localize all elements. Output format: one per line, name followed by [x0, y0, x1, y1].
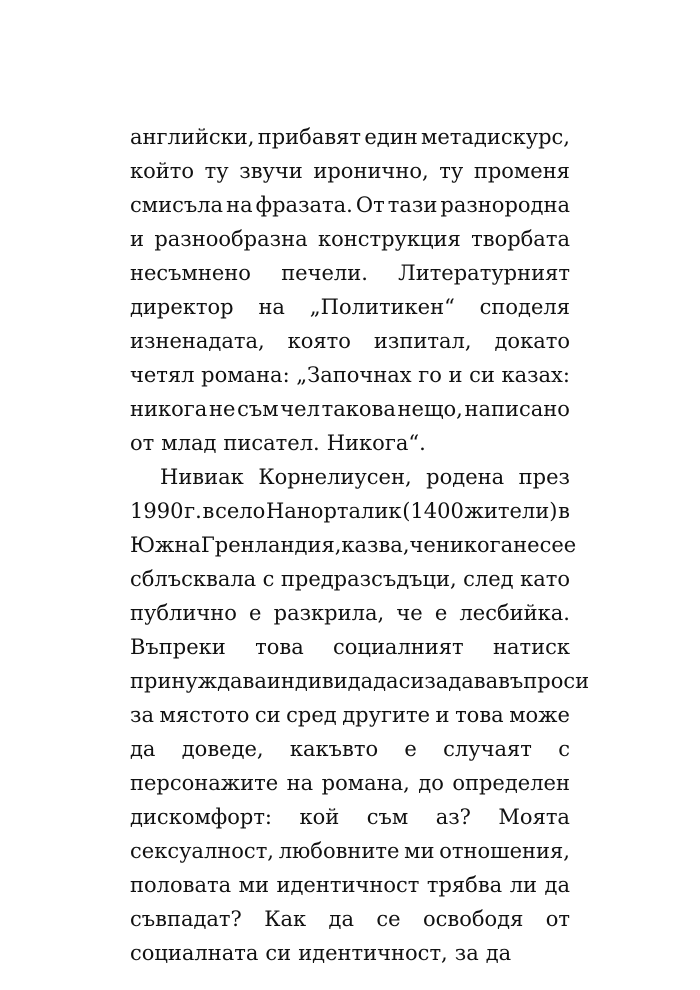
word: млад — [161, 431, 217, 455]
word: смисъла — [130, 193, 224, 217]
word: ми — [238, 873, 269, 897]
word: конструкция — [317, 227, 461, 251]
word: това — [255, 635, 304, 659]
word: и — [130, 227, 144, 251]
word: От — [355, 193, 385, 217]
word: се — [376, 907, 401, 931]
word: нещо, — [397, 397, 463, 421]
word: ту — [204, 159, 229, 183]
text-line — [130, 426, 570, 460]
word: несъмнено — [130, 261, 251, 285]
word: е — [563, 533, 577, 557]
word: през — [518, 465, 570, 489]
word: че — [396, 601, 423, 625]
word: „Политикен“ — [309, 295, 455, 319]
word: сблъсквала — [130, 567, 257, 591]
word: село — [215, 499, 266, 523]
word: споделя — [479, 295, 570, 319]
text-line — [130, 154, 570, 188]
word: печели. — [281, 261, 368, 285]
word: персонажите — [130, 771, 279, 795]
word: е — [404, 737, 417, 761]
word: променя — [473, 159, 570, 183]
word: Нанорталик — [265, 499, 402, 523]
word: разнообразна — [154, 227, 308, 251]
word: метадискурс, — [421, 125, 570, 149]
word: другите — [342, 703, 431, 727]
word: че — [409, 533, 436, 557]
text-line — [130, 324, 570, 358]
body-text — [130, 120, 590, 970]
word: до — [418, 771, 444, 795]
word: Въпреки — [130, 635, 226, 659]
word: Южна — [130, 533, 201, 557]
word: писател. — [223, 431, 320, 455]
word: разкрила, — [273, 601, 385, 625]
word: може — [509, 703, 570, 727]
text-line — [130, 630, 570, 664]
word: такова — [321, 397, 396, 421]
word: го — [418, 363, 442, 387]
word: случаят — [443, 737, 532, 761]
text-line — [130, 120, 570, 154]
word: да — [373, 669, 399, 693]
word: ми — [404, 839, 435, 863]
word: сред — [286, 703, 337, 727]
word: иронично, — [313, 159, 429, 183]
word: идентичност, — [298, 941, 448, 965]
text-line — [130, 732, 570, 766]
word: след — [463, 567, 514, 591]
word: тази — [387, 193, 438, 217]
text-line — [130, 834, 570, 868]
word: с — [558, 737, 570, 761]
text-line — [130, 936, 570, 970]
text-line — [130, 800, 570, 834]
word: от — [130, 431, 155, 455]
word: (1400 — [402, 499, 464, 523]
word: си — [254, 703, 281, 727]
word: отношения, — [439, 839, 570, 863]
word: в — [202, 499, 215, 523]
word: индивида — [266, 669, 374, 693]
word: натиск — [492, 635, 570, 659]
word: и — [448, 363, 463, 387]
word: за — [130, 703, 154, 727]
word: доведе, — [181, 737, 264, 761]
word: на — [258, 295, 285, 319]
word: изненадата, — [130, 329, 265, 353]
word: Корнелиусен, — [258, 465, 412, 489]
word: социалната — [130, 941, 259, 965]
word: сексуалност, — [130, 839, 274, 863]
word: г. — [184, 499, 202, 523]
text-line — [130, 902, 570, 936]
word: въпроси — [498, 669, 590, 693]
word: задава — [424, 669, 499, 693]
word: идентичност — [276, 873, 420, 897]
word: един — [364, 125, 418, 149]
word: разнородна — [440, 193, 570, 217]
word: директор — [130, 295, 234, 319]
text-line — [130, 392, 570, 426]
word: чел — [280, 397, 320, 421]
word: родена — [426, 465, 505, 489]
word: съм — [237, 397, 279, 421]
word: жители) — [464, 499, 558, 523]
word: трябва — [426, 873, 503, 897]
word: в — [558, 499, 570, 523]
word: „Започнах — [296, 363, 412, 387]
word: казах: — [501, 363, 570, 387]
word: съм — [366, 805, 409, 829]
word: английски, — [130, 125, 255, 149]
word: за — [454, 941, 479, 965]
text-line — [130, 664, 590, 698]
word: Гренландия, — [200, 533, 342, 557]
text-line — [130, 766, 570, 800]
word: Моята — [498, 805, 570, 829]
word: предразсъдъци, — [280, 567, 457, 591]
word: Никога“. — [326, 431, 426, 455]
word: звучи — [239, 159, 303, 183]
word: изпитал, — [373, 329, 472, 353]
text-line — [130, 868, 570, 902]
word: творбата — [471, 227, 570, 251]
word: аз? — [435, 805, 471, 829]
word: определен — [452, 771, 570, 795]
text-line — [130, 494, 570, 528]
text-line — [130, 562, 570, 596]
word: не — [208, 397, 236, 421]
word: Литературният — [398, 261, 570, 285]
word: никога — [130, 397, 208, 421]
word: това — [455, 703, 504, 727]
word: е — [434, 601, 448, 625]
word: на — [286, 771, 314, 795]
word: докато — [494, 329, 570, 353]
word: си — [265, 941, 292, 965]
word: лесбийка. — [459, 601, 570, 625]
word: Как — [264, 907, 307, 931]
word: романа: — [201, 363, 290, 387]
word: публично — [130, 601, 237, 625]
word: с — [262, 567, 275, 591]
word: половата — [130, 873, 232, 897]
text-line — [130, 460, 570, 494]
word: на — [226, 193, 253, 217]
word: да — [130, 737, 156, 761]
word: си — [398, 669, 425, 693]
word: принуждава — [130, 669, 267, 693]
word: си — [469, 363, 495, 387]
text-line — [130, 358, 570, 392]
word: любовните — [278, 839, 400, 863]
word: ли — [509, 873, 538, 897]
word: се — [539, 533, 564, 557]
word: прибавят — [257, 125, 362, 149]
word: е — [249, 601, 262, 625]
word: да — [328, 907, 354, 931]
word: освободя — [422, 907, 524, 931]
word: да — [485, 941, 512, 965]
word: дискомфорт: — [130, 805, 273, 829]
word: 1990 — [130, 499, 184, 523]
text-line — [130, 290, 570, 324]
word: кой — [299, 805, 340, 829]
word: мястото — [159, 703, 250, 727]
word: какъвто — [289, 737, 379, 761]
word: от — [545, 907, 570, 931]
word: която — [287, 329, 351, 353]
text-line — [130, 256, 570, 290]
word: фразата. — [255, 193, 353, 217]
word: социалният — [333, 635, 464, 659]
text-line — [130, 528, 577, 562]
word: ту — [439, 159, 464, 183]
text-line — [130, 222, 570, 256]
word: не — [513, 533, 540, 557]
word: казва, — [341, 533, 410, 557]
word: Нивиак — [160, 465, 244, 489]
word: никога — [435, 533, 514, 557]
word: съвпадат? — [130, 907, 242, 931]
word: да — [544, 873, 570, 897]
word: който — [130, 159, 195, 183]
word: и — [435, 703, 450, 727]
text-line — [130, 188, 570, 222]
word: романа, — [321, 771, 410, 795]
word: като — [520, 567, 570, 591]
word: четял — [130, 363, 195, 387]
word: написано — [464, 397, 570, 421]
text-line — [130, 596, 570, 630]
text-line — [130, 698, 570, 732]
